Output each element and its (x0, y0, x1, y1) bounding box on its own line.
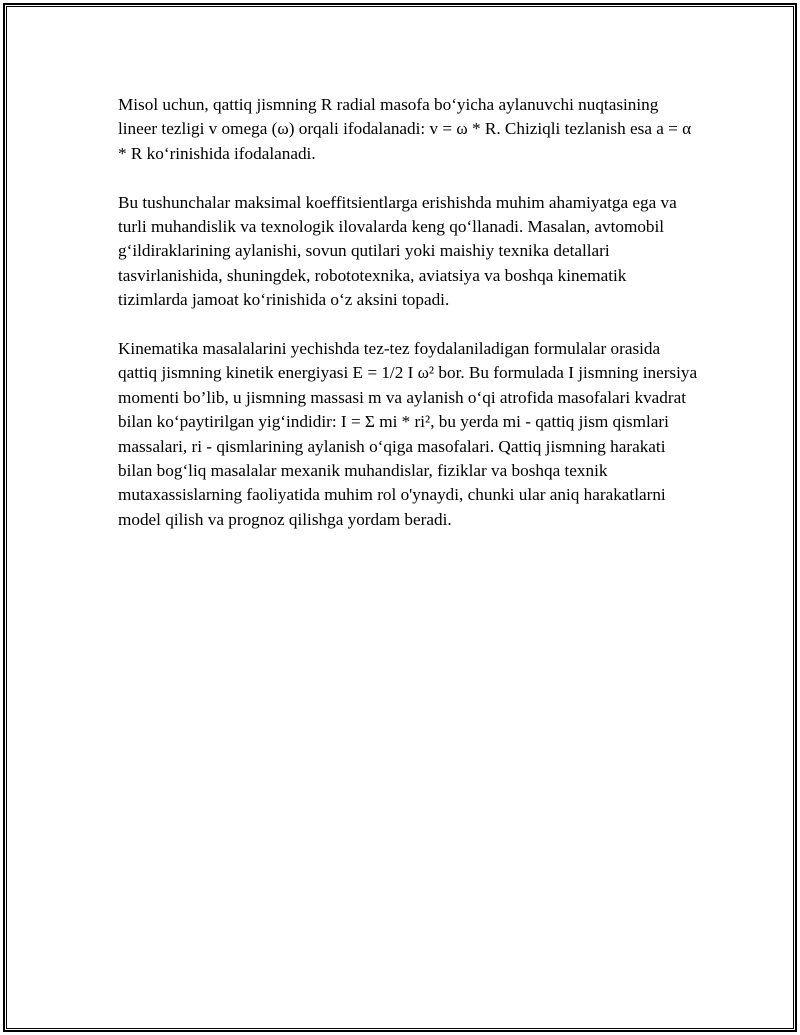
document-body (118, 93, 698, 557)
paragraph-1: Misol uchun, qattiq jismning R radial masofa bo‘yicha aylanuvchi nuqtasining lineer tezligi v omega (ω) orqali ifodalanadi: v = ω * R. Chiziqli tezlanish esa a = α * R ko‘rinishida ifodalanadi. (118, 95, 692, 163)
paragraph-3: Kinematika masalalarini yechishda tez-tez foydalaniladigan formulalar orasida qattiq jismning kinetik energiyasi E = 1/2 I ω² bor. Bu formulada I jismning inersiya momenti bo’lib, u jismning massasi m va aylanish o‘qi atrofida masofalari kvadrat bilan ko‘paytirilgan yig‘indidir: I = Σ mi * ri², bu yerda mi - qattiq jism qismlari massalari, ri - qismlarining aylanish o‘qiga masofalari. Qattiq jismning harakati bilan bog‘liq masalalar mexanik muhandislar, fiziklar va boshqa texnik mutaxassislarning faoliyatida muhim rol o'ynaydi, chunki ular aniq harakatlarni model qilish va prognoz qilishga yordam beradi. (118, 339, 698, 529)
paragraph-2: Bu tushunchalar maksimal koeffitsientlarga erishishda muhim ahamiyatga ega va turli muhandislik va texnologik ilovalarda keng qo‘llanadi. Masalan, avtomobil g‘ildiraklarining aylanishi, sovun qutilari yoki maishiy texnika detallari tasvirlanishida, shuningdek, robototexnika, aviatsiya va boshqa kinematik tizimlarda jamoat ko‘rinishida o‘z aksini topadi. (118, 192, 677, 310)
